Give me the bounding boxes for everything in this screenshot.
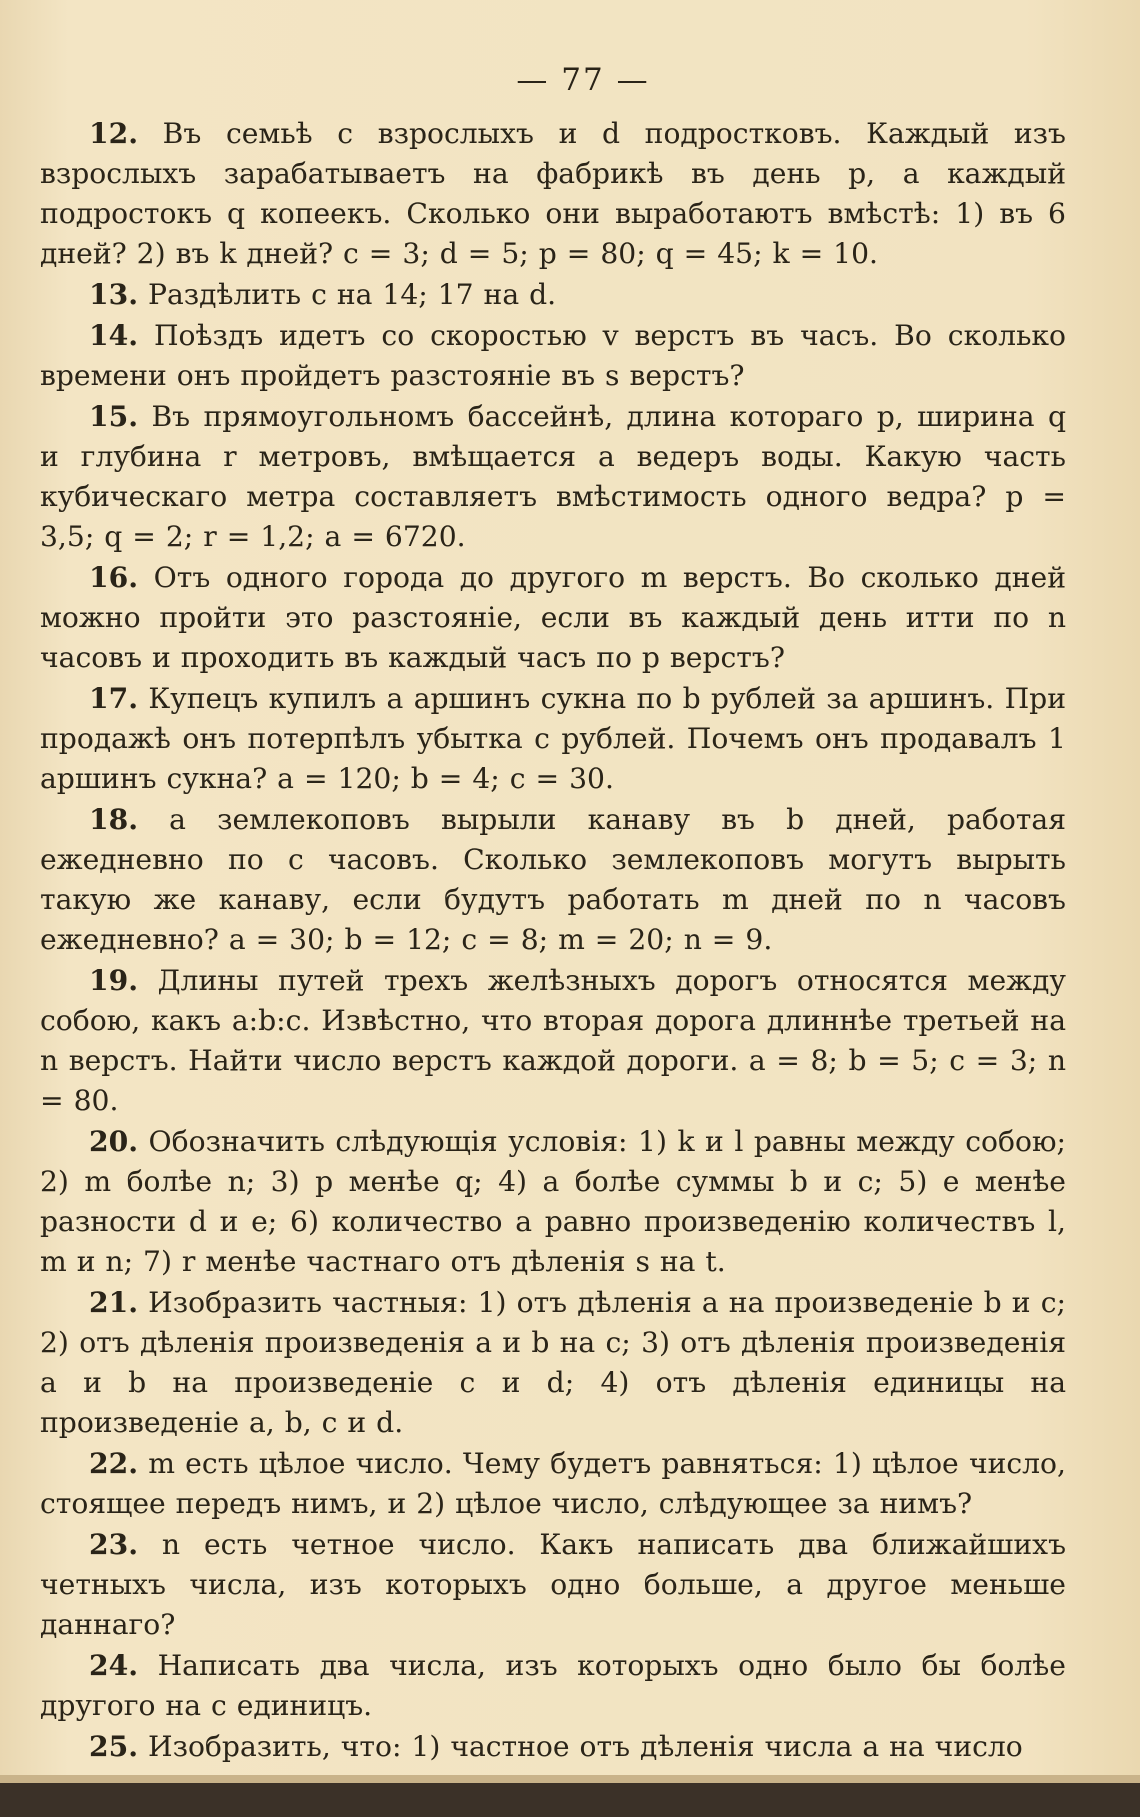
problem-number: 17.: [89, 682, 139, 715]
problem-12: [40, 114, 1066, 274]
problem-number: 18.: [89, 803, 139, 836]
problem-text: Поѣздъ идетъ со скоростью v верстъ въ часъ. Во сколько времени онъ пройдетъ разстояніе въ s верстъ?: [40, 319, 1066, 392]
problem-text: Отъ одного города до другого m верстъ. Во сколько дней можно пройти это разстояніе, если въ каждый день итти по n часовъ и проходить въ каждый часъ по p верстъ?: [40, 561, 1066, 674]
problem-text: Обозначить слѣдующія условія: 1) k и l равны между собою; 2) m болѣе n; 3) p менѣе q; 4) a болѣе суммы b и c; 5) e менѣе разности d и e; 6) количество a равно произведенію количествъ l, m и n; 7) r менѣе частнаго отъ дѣленія s на t.: [40, 1125, 1066, 1278]
problem-number: 14.: [89, 319, 139, 352]
problem-20: [40, 1122, 1066, 1282]
page-number: — 77 —: [516, 62, 650, 98]
problem-number: 24.: [89, 1649, 139, 1682]
problem-text: Въ семьѣ c взрослыхъ и d подростковъ. Каждый изъ взрослыхъ зарабатываетъ на фабрикѣ въ день p, а каждый подростокъ q копеекъ. Сколько они выработаютъ вмѣстѣ: 1) въ 6 дней? 2) въ k дней? c = 3; d = 5; p = 80; q = 45; k = 10.: [40, 117, 1066, 270]
problem-text: Изобразить, что: 1) частное отъ дѣленія числа a на число: [138, 1730, 1023, 1763]
problem-text: Длины путей трехъ желѣзныхъ дорогъ относятся между собою, какъ a:b:c. Извѣстно, что вторая дорога длиннѣе третьей на n верстъ. Найти число верстъ каждой дороги. a = 8; b = 5; c = 3; n = 80.: [40, 964, 1066, 1117]
problem-number: 22.: [89, 1447, 139, 1480]
problem-number: 16.: [89, 561, 139, 594]
problem-number: 12.: [89, 117, 139, 150]
problem-number: 20.: [89, 1125, 139, 1158]
problem-14: [40, 316, 1066, 396]
problem-22: [40, 1444, 1066, 1524]
problem-number: 19.: [89, 964, 139, 997]
problem-text: Написать два числа, изъ которыхъ одно было бы болѣе другого на c единицъ.: [40, 1649, 1066, 1722]
problem-13: [40, 275, 1066, 315]
problem-18: [40, 800, 1066, 960]
problem-24: [40, 1646, 1066, 1726]
problem-text: Купецъ купилъ a аршинъ сукна по b рублей за аршинъ. При продажѣ онъ потерпѣлъ убытка c рублей. Почемъ онъ продавалъ 1 аршинъ сукна? a = 120; b = 4; c = 30.: [40, 682, 1066, 795]
page-edge-stripe: [0, 1775, 1140, 1783]
problem-number: 21.: [89, 1286, 139, 1319]
problem-number: 23.: [89, 1528, 139, 1561]
problem-text: a землекоповъ вырыли канаву въ b дней, работая ежедневно по c часовъ. Сколько землекоповъ могутъ вырыть такую же канаву, если будутъ работать m дней по n часовъ ежедневно? a = 30; b = 12; c = 8; m = 20; n = 9.: [40, 803, 1066, 956]
problem-number: 15.: [89, 400, 139, 433]
problem-16: [40, 558, 1066, 678]
problem-23: [40, 1525, 1066, 1645]
problem-17: [40, 679, 1066, 799]
problem-text: m есть цѣлое число. Чему будетъ равняться: 1) цѣлое число, стоящее передъ нимъ, и 2) цѣлое число, слѣдующее за нимъ?: [40, 1447, 1066, 1520]
problem-25: [40, 1727, 1066, 1767]
problem-number: 25.: [89, 1730, 139, 1763]
problem-number: 13.: [89, 278, 139, 311]
page-bottom-edge: [0, 1775, 1140, 1817]
problem-text: Въ прямоугольномъ бассейнѣ, длина котораго p, ширина q и глубина r метровъ, вмѣщается a ведеръ воды. Какую часть кубическаго метра составляетъ вмѣстимость одного ведра? p = 3,5; q = 2; r = 1,2; a = 6720.: [40, 400, 1066, 553]
problem-text: n есть четное число. Какъ написать два ближайшихъ четныхъ числа, изъ которыхъ одно больше, а другое меньше даннаго?: [40, 1528, 1066, 1641]
problem-text: Раздѣлить c на 14; 17 на d.: [138, 278, 557, 311]
problem-text: Изобразить частныя: 1) отъ дѣленія a на произведеніе b и c; 2) отъ дѣленія произведенія a и b на c; 3) отъ дѣленія произведенія a и b на произведеніе c и d; 4) отъ дѣленія единицы на произведеніе a, b, c и d.: [40, 1286, 1066, 1439]
problem-15: [40, 397, 1066, 557]
problem-19: [40, 961, 1066, 1121]
problem-21: [40, 1283, 1066, 1443]
